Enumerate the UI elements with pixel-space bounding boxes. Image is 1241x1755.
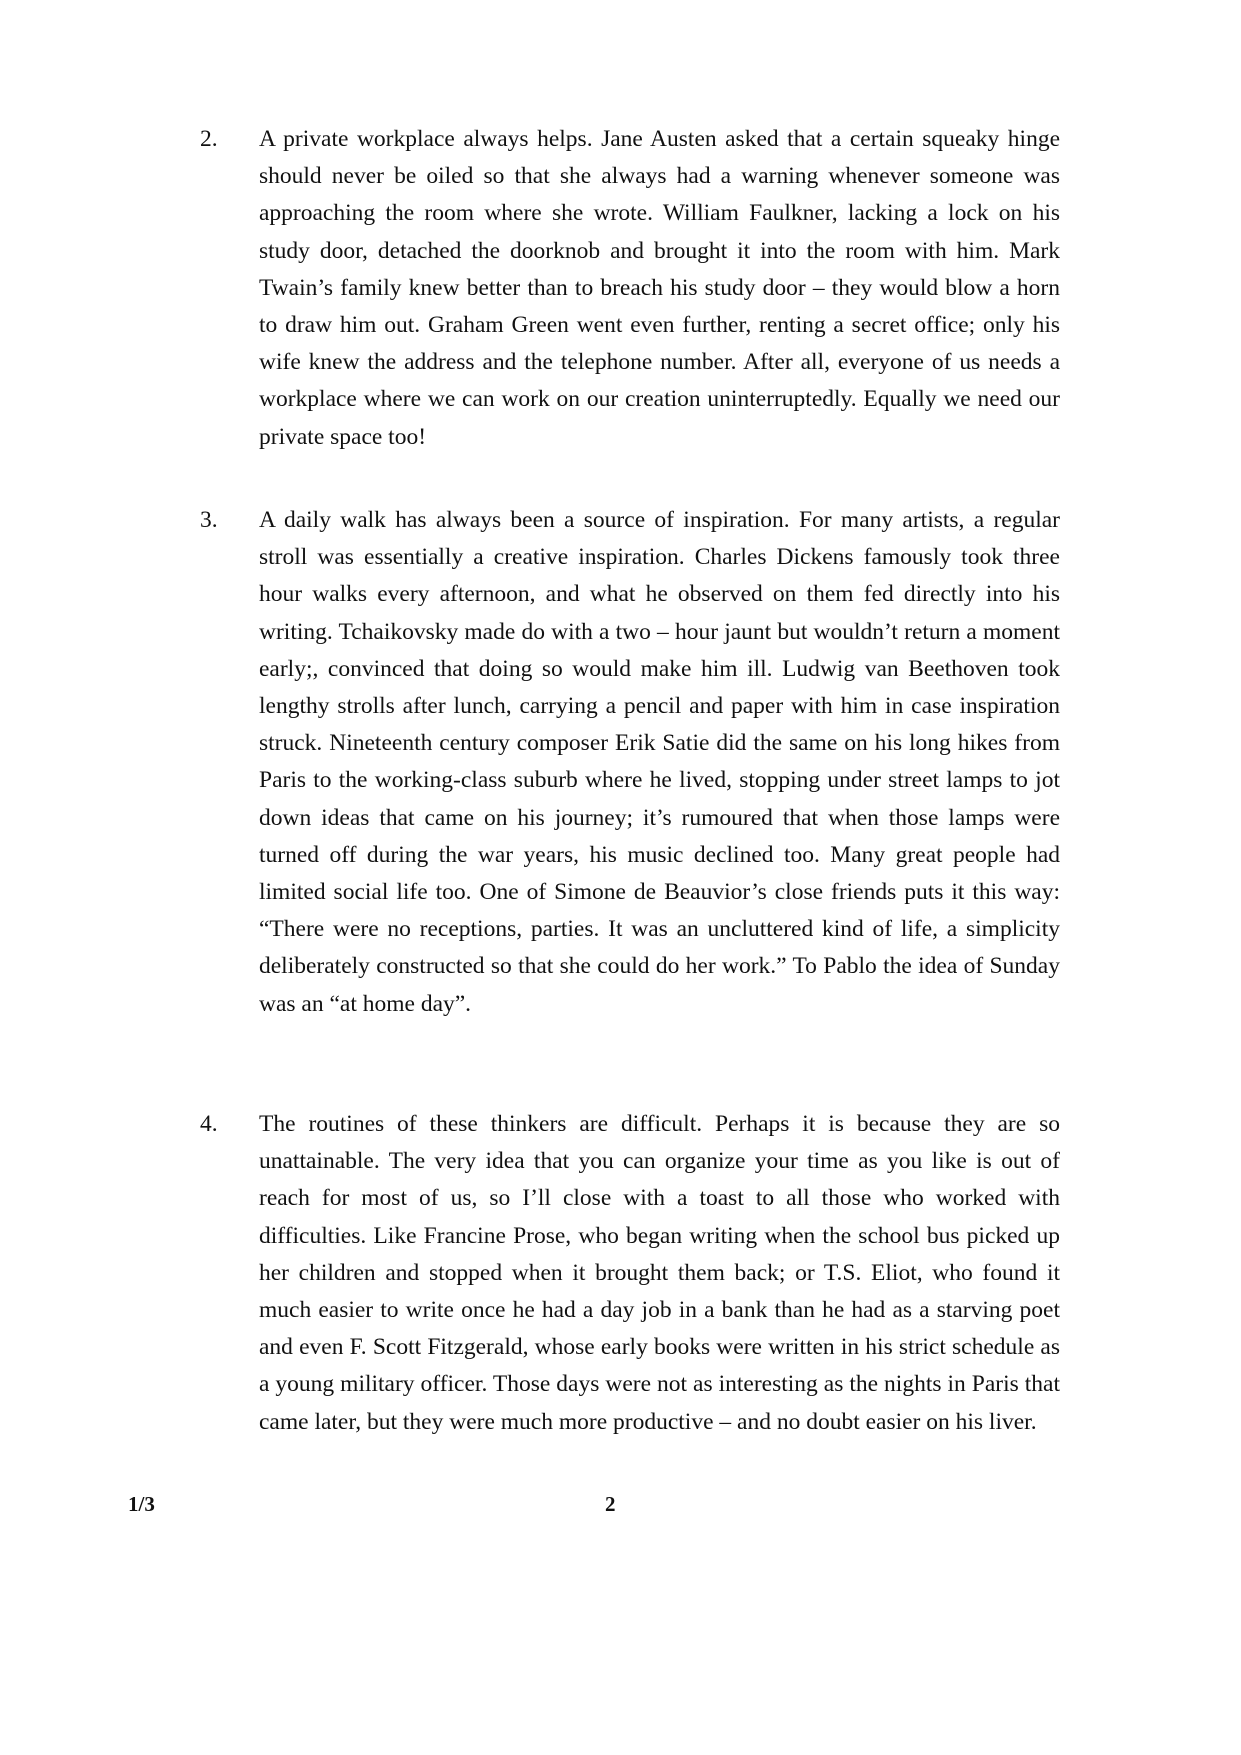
paragraph-4 xyxy=(200,1106,1060,1441)
footer-code: 1/3 xyxy=(128,1492,155,1516)
paragraph-3 xyxy=(200,502,1060,1023)
paragraph-number: 3. xyxy=(200,507,218,533)
paragraph-number: 4. xyxy=(200,1111,218,1137)
page-number: 2 xyxy=(605,1492,616,1516)
paragraph-text: A daily walk has always been a source of inspiration. For many artists, a regular stroll was essentially a creative inspiration. Charles Dickens famously took three hour walks every afternoon, and what he observed on them fed directly into his writing. Tchaikovsky made do with a two – hour jaunt but wouldn’t return a moment early;, convinced that doing so would make him ill. Ludwig van Beethoven took lengthy strolls after lunch, carrying a pencil and paper with him in case inspiration struck. Nineteenth century composer Erik Satie did the same on his long hikes from Paris to the working-class suburb where he lived, stopping under street lamps to jot down ideas that came on his journey; it’s rumoured that when those lamps were turned off during the war years, his music declined too. Many great people had limited social life too. One of Simone de Beauvior’s close friends puts it this way: “There were no receptions, parties. It was an uncluttered kind of life, a simplicity deliberately constructed so that she could do her work.” To Pablo the idea of Sunday was an “at home day”. xyxy=(259,507,1060,1017)
paragraph-text: The routines of these thinkers are difficult. Perhaps it is because they are so unattainable. The very idea that you can organize your time as you like is out of reach for most of us, so I’ll close with a toast to all those who worked with difficulties. Like Francine Prose, who began writing when the school bus picked up her children and stopped when it brought them back; or T.S. Eliot, who found it much easier to write once he had a day job in a bank than he had as a starving poet and even F. Scott Fitzgerald, whose early books were written in his strict schedule as a young military officer. Those days were not as interesting as the nights in Paris that came later, but they were much more productive – and no doubt easier on his liver. xyxy=(259,1111,1060,1435)
paragraph-text: A private workplace always helps. Jane Austen asked that a certain squeaky hinge should never be oiled so that she always had a warning whenever someone was approaching the room where she wrote. William Faulkner, lacking a lock on his study door, detached the doorknob and brought it into the room with him. Mark Twain’s family knew better than to breach his study door – they would blow a horn to draw him out. Graham Green went even further, renting a secret office; only his wife knew the address and the telephone number. After all, everyone of us needs a workplace where we can work on our creation uninterruptedly. Equally we need our private space too! xyxy=(259,126,1060,450)
paragraph-number: 2. xyxy=(200,126,218,152)
paragraph-2 xyxy=(200,121,1060,456)
